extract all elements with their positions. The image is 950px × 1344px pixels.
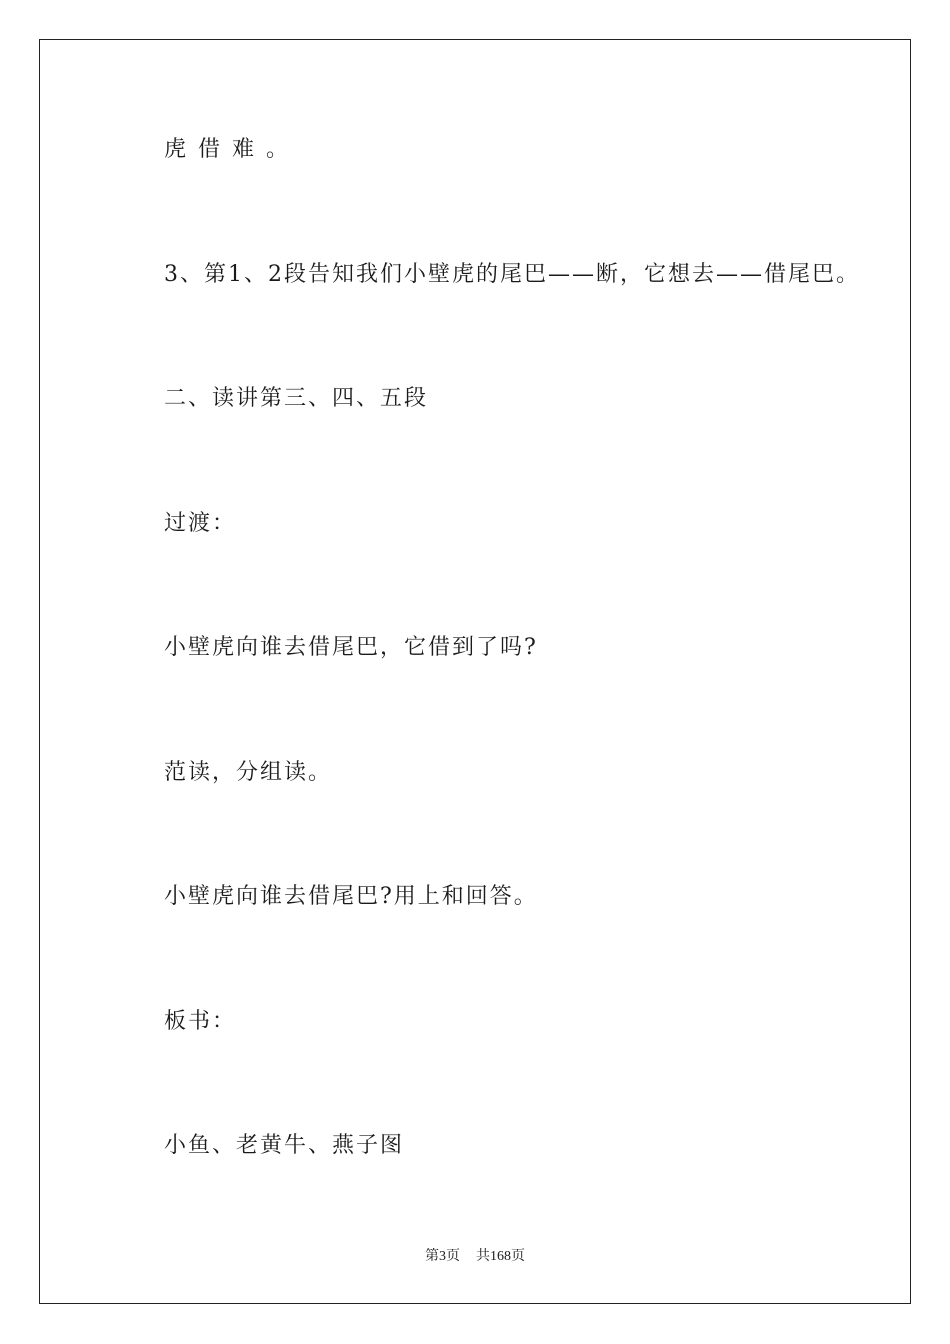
page-border [39,39,911,1304]
paragraph-9: 小鱼、老黄牛、燕子图 [164,1133,405,1158]
paragraph-6: 范读，分组读。 [164,760,333,785]
paragraph-8: 板书： [164,1009,237,1034]
paragraph-3: 二、读讲第三、四、五段 [164,386,429,411]
paragraph-7: 小壁虎向谁去借尾巴?用上和回答。 [164,884,538,909]
page-total: 共168页 [476,1249,525,1264]
paragraph-2: 3、第1、2段告知我们小壁虎的尾巴——断，它想去——借尾巴。 [164,262,860,287]
page-number: 第3页 [425,1249,460,1264]
page-footer [0,1247,950,1267]
paragraph-4: 过渡： [164,511,237,536]
paragraph-5: 小壁虎向谁去借尾巴，它借到了吗? [164,635,538,660]
paragraph-1: 虎借难。 [164,137,301,162]
